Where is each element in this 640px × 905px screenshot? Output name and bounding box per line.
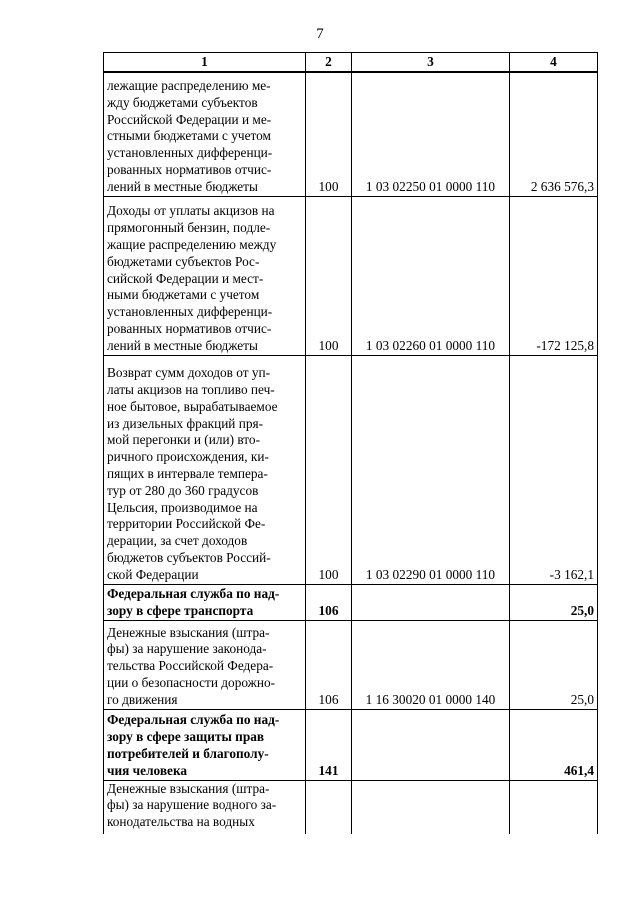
row-name: Денежные взыскания (штра- фы) за нарушение законода- тельства Российской Федера- ции о безопасности дорожно- го движения xyxy=(104,620,306,709)
row-admin-code: 106 xyxy=(306,584,352,620)
row-name: Денежные взыскания (штра- фы) за нарушение водного за- конодательства на водных xyxy=(104,780,306,834)
row-budget-code: 1 03 02290 01 0000 110 xyxy=(352,355,510,584)
row-amount: 25,0 xyxy=(510,620,598,709)
row-amount xyxy=(510,780,598,834)
table-row xyxy=(104,72,598,196)
header-row xyxy=(104,53,598,73)
row-budget-code xyxy=(352,780,510,834)
header-col-2: 2 xyxy=(306,53,352,73)
row-name: Федеральная служба по над- зору в сфере защиты прав потребителей и благополу- чия человека xyxy=(104,709,306,780)
row-budget-code xyxy=(352,709,510,780)
row-name: лежащие распределению ме- жду бюджетами субъектов Российской Федерации и ме- стными бюджетами с учетом установленных дифференци- рованных нормативов отчис- лений в местные бюджеты xyxy=(104,72,306,196)
row-budget-code: 1 16 30020 01 0000 140 xyxy=(352,620,510,709)
row-admin-code: 106 xyxy=(306,620,352,709)
row-amount: -172 125,8 xyxy=(510,196,598,355)
row-budget-code: 1 03 02250 01 0000 110 xyxy=(352,72,510,196)
table-row xyxy=(104,780,598,834)
table-row xyxy=(104,355,598,584)
header-col-3: 3 xyxy=(352,53,510,73)
row-name: Доходы от уплаты акцизов на прямогонный бензин, подле- жащие распределению между бюджетами субъектов Рос- сийской Федерации и мест- ными бюджетами с учетом установленных дифференци- рованных нормативов отчис- лений в местные бюджеты xyxy=(104,196,306,355)
table-row xyxy=(104,584,598,620)
row-amount: 2 636 576,3 xyxy=(510,72,598,196)
row-budget-code: 1 03 02260 01 0000 110 xyxy=(352,196,510,355)
row-admin-code: 100 xyxy=(306,72,352,196)
page-number: 7 xyxy=(316,26,324,42)
header-col-4: 4 xyxy=(510,53,598,73)
row-budget-code xyxy=(352,584,510,620)
row-admin-code: 141 xyxy=(306,709,352,780)
table-row xyxy=(104,196,598,355)
row-name: Возврат сумм доходов от уп- латы акцизов на топливо печ- ное бытовое, вырабатываемое из дизельных фракций пря- мой перегонки и (или) вто- ричного происхождения, ки- пящих в интервале темпера- тур от 280 до 360 градусов Цельсия, производимое на территории Российской Фе- дерации, за счет доходов бюджетов субъектов Россий- ской Федерации xyxy=(104,355,306,584)
row-amount: 461,4 xyxy=(510,709,598,780)
row-amount: 25,0 xyxy=(510,584,598,620)
row-amount: -3 162,1 xyxy=(510,355,598,584)
row-name: Федеральная служба по над- зору в сфере транспорта xyxy=(104,584,306,620)
row-admin-code: 100 xyxy=(306,196,352,355)
table-row xyxy=(104,620,598,709)
table-row xyxy=(104,709,598,780)
row-admin-code: 100 xyxy=(306,355,352,584)
header-col-1: 1 xyxy=(104,53,306,73)
revenue-table xyxy=(103,52,598,834)
row-admin-code xyxy=(306,780,352,834)
